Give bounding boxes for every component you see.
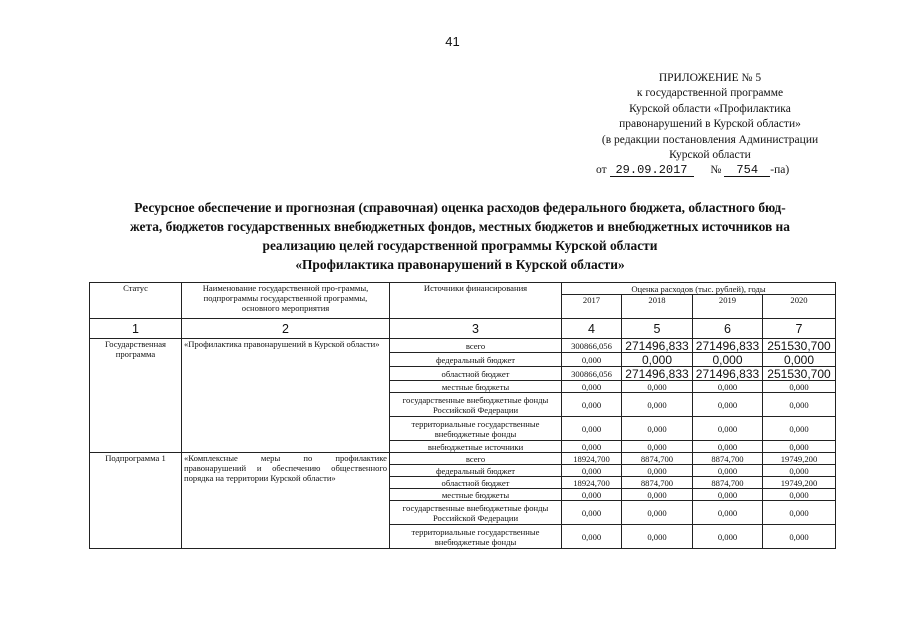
value-cell: 0,000 <box>693 393 763 417</box>
row-source: государственные внебюджетные фонды Российской Федерации <box>390 501 562 525</box>
appendix-line: ПРИЛОЖЕНИЕ № 5 <box>658 72 762 84</box>
header-year: 2019 <box>693 295 763 319</box>
value-cell: 0,000 <box>763 465 836 477</box>
value-cell: 0,000 <box>562 441 622 453</box>
header-year: 2018 <box>622 295 693 319</box>
row-source: всего <box>390 339 562 353</box>
column-number-row <box>90 319 836 339</box>
column-number: 5 <box>622 319 693 339</box>
header-name: Наименование государственной про-граммы, подпрограммы государственной программы, основного мероприятия <box>182 283 390 319</box>
value-cell: 0,000 <box>562 525 622 549</box>
appendix-line: к государственной программе <box>636 87 784 100</box>
value-cell: 0,000 <box>763 393 836 417</box>
title-line: «Профилактика правонарушений в Курской области» <box>295 257 625 272</box>
value-cell: 0,000 <box>763 353 836 367</box>
decree-date: 29.09.2017 <box>610 164 694 177</box>
value-cell: 0,000 <box>562 381 622 393</box>
value-cell: 0,000 <box>763 501 836 525</box>
value-cell: 0,000 <box>622 417 693 441</box>
value-cell: 0,000 <box>763 489 836 501</box>
value-cell: 8874,700 <box>622 453 693 465</box>
value-cell: 18924,700 <box>562 453 622 465</box>
row-source: местные бюджеты <box>390 381 562 393</box>
row-source: федеральный бюджет <box>390 465 562 477</box>
value-cell: 0,000 <box>693 525 763 549</box>
table-row <box>90 453 836 465</box>
value-cell: 271496,833 <box>622 339 693 353</box>
row-source: территориальные государственные внебюджетные фонды <box>390 417 562 441</box>
title-line: жета, бюджетов государственных внебюджетных фондов, местных бюджетов и внебюджетных источников на <box>130 219 790 234</box>
from-label: от <box>596 164 607 177</box>
column-number: 4 <box>562 319 622 339</box>
value-cell: 19749,200 <box>763 453 836 465</box>
header-year: 2017 <box>562 295 622 319</box>
value-cell: 0,000 <box>562 489 622 501</box>
value-cell: 0,000 <box>562 393 622 417</box>
value-cell: 300866,056 <box>562 367 622 381</box>
title-line: реализацию целей государственной программы Курской области <box>262 238 658 253</box>
header-year: 2020 <box>763 295 836 319</box>
document-title <box>80 198 840 274</box>
value-cell: 0,000 <box>622 441 693 453</box>
decree-suffix: -па) <box>770 164 790 177</box>
row-program-name: «Профилактика правонарушений в Курской области» <box>182 339 390 453</box>
value-cell: 0,000 <box>622 501 693 525</box>
value-cell: 0,000 <box>622 489 693 501</box>
value-cell: 300866,056 <box>562 339 622 353</box>
value-cell: 0,000 <box>562 501 622 525</box>
number-label: № <box>710 164 722 177</box>
value-cell: 0,000 <box>693 489 763 501</box>
page-number: 41 <box>445 34 460 49</box>
value-cell: 0,000 <box>622 353 693 367</box>
value-cell: 0,000 <box>693 381 763 393</box>
value-cell: 0,000 <box>562 465 622 477</box>
value-cell: 0,000 <box>693 465 763 477</box>
value-cell: 0,000 <box>622 465 693 477</box>
row-source: федеральный бюджет <box>390 353 562 367</box>
column-number: 7 <box>763 319 836 339</box>
header-status: Статус <box>90 283 182 319</box>
row-source: областной бюджет <box>390 367 562 381</box>
value-cell: 8874,700 <box>622 477 693 489</box>
column-number: 1 <box>90 319 182 339</box>
value-cell: 0,000 <box>763 381 836 393</box>
value-cell: 271496,833 <box>693 367 763 381</box>
value-cell: 0,000 <box>562 353 622 367</box>
decree-reference <box>560 163 860 178</box>
value-cell: 0,000 <box>693 501 763 525</box>
appendix-line: (в редакции постановления Администрации <box>601 133 819 146</box>
value-cell: 0,000 <box>693 353 763 367</box>
row-source: государственные внебюджетные фонды Российской Федерации <box>390 393 562 417</box>
appendix-line: Курской области «Профилактика <box>629 102 791 115</box>
row-source: всего <box>390 453 562 465</box>
value-cell: 0,000 <box>693 417 763 441</box>
value-cell: 0,000 <box>763 441 836 453</box>
title-line: Ресурсное обеспечение и прогнозная (справочная) оценка расходов федерального бюджета, областного бюд- <box>134 200 786 215</box>
column-number: 6 <box>693 319 763 339</box>
value-cell: 271496,833 <box>693 339 763 353</box>
value-cell: 251530,700 <box>763 367 836 381</box>
row-source: территориальные государственные внебюджетные фонды <box>390 525 562 549</box>
value-cell: 8874,700 <box>693 477 763 489</box>
value-cell: 19749,200 <box>763 477 836 489</box>
appendix-block <box>560 71 860 179</box>
value-cell: 0,000 <box>622 393 693 417</box>
row-status: Подпрограмма 1 <box>90 453 182 549</box>
appendix-line: правонарушений в Курской области» <box>619 118 801 131</box>
resource-table <box>89 282 836 549</box>
row-source: внебюджетные источники <box>390 441 562 453</box>
value-cell: 8874,700 <box>693 453 763 465</box>
decree-number: 754 <box>724 164 770 177</box>
value-cell: 0,000 <box>622 381 693 393</box>
column-number: 2 <box>182 319 390 339</box>
header-source: Источники финансирования <box>390 283 562 319</box>
row-source: местные бюджеты <box>390 489 562 501</box>
row-source: областной бюджет <box>390 477 562 489</box>
value-cell: 0,000 <box>763 525 836 549</box>
value-cell: 251530,700 <box>763 339 836 353</box>
value-cell: 271496,833 <box>622 367 693 381</box>
row-status: Государственная программа <box>90 339 182 453</box>
appendix-line: Курской области <box>669 149 751 162</box>
value-cell: 0,000 <box>622 525 693 549</box>
column-number: 3 <box>390 319 562 339</box>
value-cell: 0,000 <box>562 417 622 441</box>
row-program-name: «Комплексные меры по профилактике правонарушений и обеспечению общественного порядка на территории Курской области» <box>182 453 390 549</box>
value-cell: 0,000 <box>763 417 836 441</box>
table-row <box>90 339 836 353</box>
value-cell: 0,000 <box>693 441 763 453</box>
header-estimate: Оценка расходов (тыс. рублей), годы <box>562 283 836 295</box>
value-cell: 18924,700 <box>562 477 622 489</box>
